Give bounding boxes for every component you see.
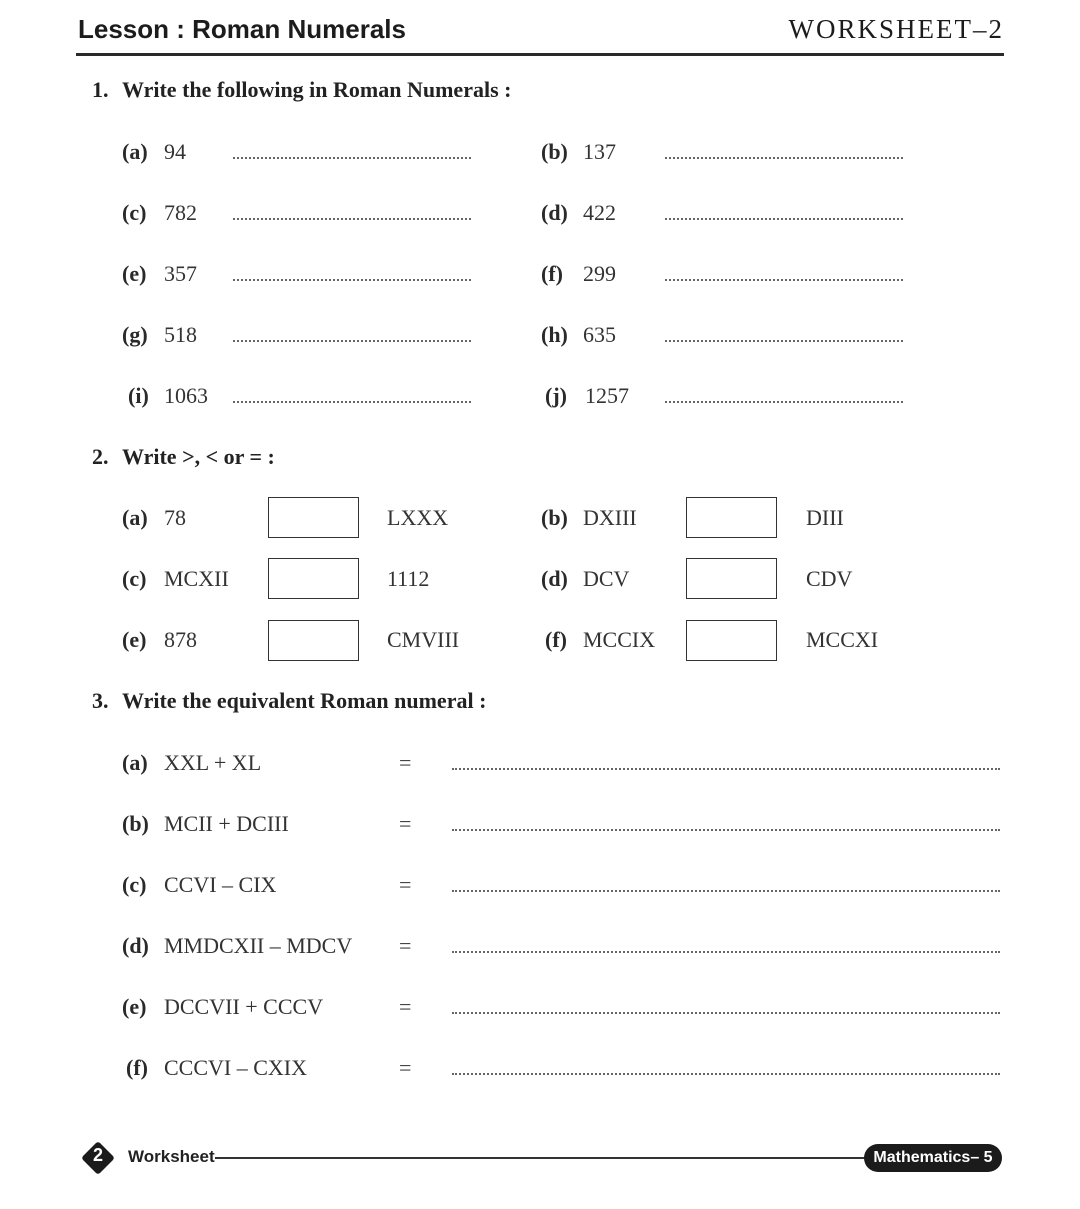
q3-equals-c: = xyxy=(399,872,412,897)
q2-item-a: (a) 78 xyxy=(122,505,186,530)
q1-item-i: (i) 1063 xyxy=(128,383,208,408)
q3-item-a: (a) XXL + XL xyxy=(122,750,262,775)
header-divider xyxy=(76,53,1004,56)
q1-item-a: (a) 94 xyxy=(122,139,186,164)
q1-answer-line-a[interactable] xyxy=(233,157,471,159)
q1-item-c: (c) 782 xyxy=(122,200,197,225)
q2-item-f: (f) MCCIX xyxy=(545,627,656,652)
page-number-badge xyxy=(82,1142,114,1174)
q3-answer-line-c[interactable] xyxy=(452,890,1000,892)
q3-answer-line-f[interactable] xyxy=(452,1073,1000,1075)
q1-answer-line-g[interactable] xyxy=(233,340,471,342)
q2-answer-box-a[interactable] xyxy=(268,497,359,538)
q3-equals-f: = xyxy=(399,1055,412,1080)
footer-worksheet-label: Worksheet xyxy=(128,1147,215,1166)
q3-item-b: (b) MCII + DCIII xyxy=(122,811,289,836)
page-number: 2 xyxy=(92,1145,103,1165)
q2-answer-box-f[interactable] xyxy=(686,620,777,661)
q3-item-d: (d) MMDCXII – MDCV xyxy=(122,933,353,958)
worksheet-title: WORKSHEET–2 xyxy=(788,14,1004,44)
q2-right-value-c: 1112 xyxy=(387,566,430,591)
q2-right-value-f: MCCXI xyxy=(806,627,879,652)
q1-item-g: (g) 518 xyxy=(122,322,197,347)
q1-answer-line-e[interactable] xyxy=(233,279,471,281)
footer-divider xyxy=(215,1157,875,1159)
q3-answer-line-d[interactable] xyxy=(452,951,1000,953)
q2-answer-box-c[interactable] xyxy=(268,558,359,599)
q1-answer-line-d[interactable] xyxy=(665,218,903,220)
q1-item-d: (d) 422 xyxy=(541,200,616,225)
q1-answer-line-j[interactable] xyxy=(665,401,903,403)
q3-answer-line-a[interactable] xyxy=(452,768,1000,770)
q3-answer-line-e[interactable] xyxy=(452,1012,1000,1014)
q1-answer-line-c[interactable] xyxy=(233,218,471,220)
q2-right-value-a: LXXX xyxy=(387,505,449,530)
q2-item-b: (b) DXIII xyxy=(541,505,637,530)
q2-item-e: (e) 878 xyxy=(122,627,197,652)
q3-item-c: (c) CCVI – CIX xyxy=(122,872,277,897)
q3-equals-e: = xyxy=(399,994,412,1019)
q3-item-e: (e) DCCVII + CCCV xyxy=(122,994,324,1019)
q3-equals-a: = xyxy=(399,750,412,775)
q2-answer-box-e[interactable] xyxy=(268,620,359,661)
q2-right-value-d: CDV xyxy=(806,566,853,591)
q1-answer-line-i[interactable] xyxy=(233,401,471,403)
q1-item-h: (h) 635 xyxy=(541,322,616,347)
q1-item-e: (e) 357 xyxy=(122,261,197,286)
question-2-title: 2. Write >, < or = : xyxy=(92,444,275,469)
q3-answer-line-b[interactable] xyxy=(452,829,1000,831)
q1-answer-line-f[interactable] xyxy=(665,279,903,281)
q2-right-value-e: CMVIII xyxy=(387,627,460,652)
q1-item-f: (f) 299 xyxy=(541,261,616,286)
q1-answer-line-h[interactable] xyxy=(665,340,903,342)
subject-badge: Mathematics– 5 xyxy=(864,1144,1002,1172)
q2-item-d: (d) DCV xyxy=(541,566,630,591)
q2-item-c: (c) MCXII xyxy=(122,566,229,591)
q1-answer-line-b[interactable] xyxy=(665,157,903,159)
q2-right-value-b: DIII xyxy=(806,505,844,530)
q3-equals-d: = xyxy=(399,933,412,958)
question-3-title: 3. Write the equivalent Roman numeral : xyxy=(92,688,487,713)
q1-item-j: (j) 1257 xyxy=(545,383,629,408)
lesson-title: Lesson : Roman Numerals xyxy=(78,14,406,44)
q3-item-f: (f) CCCVI – CXIX xyxy=(126,1055,308,1080)
question-1-title: 1. Write the following in Roman Numerals : xyxy=(92,77,512,102)
q3-equals-b: = xyxy=(399,811,412,836)
q1-item-b: (b) 137 xyxy=(541,139,616,164)
q2-answer-box-b[interactable] xyxy=(686,497,777,538)
q2-answer-box-d[interactable] xyxy=(686,558,777,599)
